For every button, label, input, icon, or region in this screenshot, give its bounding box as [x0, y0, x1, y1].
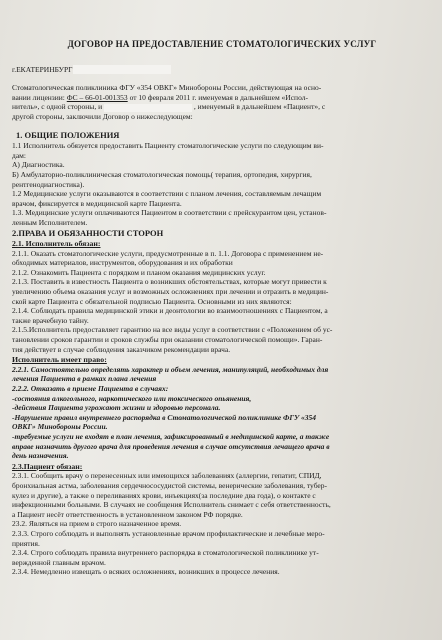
clause-2-1-1: 2.1.1. Оказать стоматологические услуги, предусмотренные в п. 1.1. Договора с применением не- [12, 248, 324, 258]
preamble-line-4: другой стороны, заключили Договор о нижеследующем: [12, 111, 193, 121]
clause-1-3-cont: ленным Исполнителем. [12, 217, 88, 227]
clause-1-1-b: Б) Амбулаторно-поликлиническая стоматологическая помощь( терапия, ортопедия, хирургия, [12, 169, 312, 179]
preamble-line-2 [12, 93, 432, 103]
clause-2-2-1: 2.2.1. Самостоятельно определять характер и объем лечения, манипуляций, необходимых для [12, 364, 329, 374]
city-date-row [12, 65, 432, 75]
clause-2-1-1-cont: обходимых материалов, инструментов, оборудования и их обработки [12, 258, 233, 268]
clause-2-3-2: 23.2. Являться на прием в строго назначенное время. [12, 519, 182, 529]
document-body [12, 40, 432, 577]
clause-1-2: 1.2 Медицинские услуги оказываются в соответствии с планом лечения, составляемым лечащим [12, 189, 322, 199]
clause-2-1-5: 2.1.5.Исполнитель предоставляет гарантию на все виды услуг в соответствии с «Положением об ус- [12, 325, 333, 335]
clause-2-3-1-cont2: кулез и другие), а также о переливаниях крови, инъекциях(за последние два года), о контакте с [12, 490, 316, 500]
license-number: ФС – 66-01-001353 [66, 92, 128, 102]
clause-2-3-1-cont1: бронхиальная астма, заболевания сердечнососудистой системы, венерические заболевания, тубер- [12, 480, 327, 490]
redacted-area [73, 65, 171, 74]
clause-2-1-5-cont1: тановлении сроков гарантии и сроков службы при оказании стоматологической помощи». Гаран- [12, 335, 323, 345]
preamble-patient: , именуемый в дальнейшем «Пациент», с [193, 102, 326, 112]
clause-2-2-2-d-cont1: вправе назначить другого врача для проведения лечения в случае отсутствия лечащего врача в [12, 441, 330, 451]
clause-2-2-2-a: -состояния алкогольного, наркотического или токсического опьянения, [12, 393, 252, 403]
clause-1-1: 1.1 Исполнитель обязуется предоставить Пациенту стоматологические услуги по следующим ви- [12, 141, 324, 151]
subsection-2-3: 2.3.Пациент обязан: [12, 461, 83, 471]
clause-1-1-cont: дам: [12, 150, 26, 160]
section-2-heading: 2.ПРАВА И ОБЯЗАННОСТИ СТОРОН [12, 227, 164, 238]
preamble [12, 83, 432, 121]
clause-2-2-2-c-cont: ОВКГ» Минобороны России. [12, 422, 108, 432]
preamble-line-3 [12, 102, 432, 112]
subsection-2-1: 2.1. Исполнитель обязан: [12, 239, 101, 249]
contract-sections [12, 131, 432, 577]
clause-2-3-4: 2.3.4. Строго соблюдать правила внутреннего распорядка в стоматологической поликлинике ут- [12, 548, 319, 558]
clause-2-1-4: 2.1.4. Соблюдать правила медицинской этики и деонтологии во взаимоотношениях с Пациентом, а [12, 306, 328, 316]
section-1-heading: 1. ОБЩИЕ ПОЛОЖЕНИЯ [16, 129, 120, 140]
clause-2-2-2-d-cont2: день назначения. [12, 451, 69, 461]
clause-2-3-1-cont4: а Пациент несёт ответственность в установленном законом РФ порядке. [12, 509, 243, 519]
clause-2-1-3: 2.1.3. Поставить в известность Пациента о возникших обстоятельствах, которые могут привести к [12, 277, 327, 287]
clause-2-1-3-cont1: увеличению объема оказания услуг и возможных осложнениях при лечении и отразить в медицин- [12, 287, 329, 297]
clause-1-1-b-cont: рентгенодиагностика). [12, 179, 85, 189]
clause-2-2-2: 2.2.2. Отказать в приеме Пациента в случаях: [12, 384, 169, 393]
clause-2-3-1: 2.3.1. Сообщить врачу о перенесенных или имеющихся заболеваниях (аллергии, гепатит, СПИД, [12, 471, 322, 481]
patient-name-redacted [104, 104, 192, 112]
license-label: вании лицензии: [12, 92, 65, 102]
subsection-2-2: Исполнитель имеет право: [12, 355, 107, 365]
clause-2-1-2: 2.1.2. Ознакомить Пациента с порядком и планом оказания медицинских услуг. [12, 267, 266, 277]
clause-2-3-3: 2.3.3. Строго соблюдать и выполнять установленные врачом профилактические и лечебные меро- [12, 528, 325, 538]
clause-2-1-4-cont: также врачебную тайну. [12, 315, 89, 325]
clause-1-3: 1.3. Медицинские услуги оплачиваются Пациентом в соответствии с прейскурантом цен, установ- [12, 208, 327, 218]
clause-2-2-2-b: -действия Пациента угрожают жизни и здоровью персонала. [12, 403, 221, 413]
clause-2-1-5-cont2: тия действует в случае соблюдения заказчиком рекомендации врача. [12, 344, 231, 354]
license-date: от 10 февраля 2011 г. именуемая в дальнейшем «Испол- [129, 92, 308, 102]
clause-2-1-3-cont2: ской карте Пациента с обязательной подписью Пациента. Основными из них являются: [12, 296, 292, 306]
clause-2-2-1-cont: лечения Пациента в рамках плана лечения [12, 374, 157, 384]
clause-2-2-2-c: -Нарушение правил внутреннего распорядка в Стоматологической поликлинике ФГУ «354 [12, 412, 317, 422]
clause-1-1-a: А) Диагностика. [12, 160, 65, 170]
clause-2-3-4-cont: вержденной главным врачом. [12, 557, 106, 567]
city-label: г.ЕКАТЕРИНБУРГ [12, 64, 73, 74]
clause-2-3-5: 2.3.4. Немедленно извещать о всяких осложнениях, возникших в процессе лечения. [12, 567, 280, 577]
preamble-executor: нитель», с одной стороны, и [12, 102, 103, 112]
clause-1-2-cont: врачом, фиксируется в медицинской карте Пациента. [12, 198, 182, 208]
clause-2-2-2-d: -требуемые услуги не входят в план лечения, зафиксированный в медицинской карте, а также [12, 431, 330, 441]
clause-2-3-3-cont: приятия. [12, 538, 40, 548]
clause-2-3-1-cont3: инфекционными больными. В случаях не сообщения Исполнитель снимает с себя ответственность, [12, 500, 331, 510]
preamble-line-1: Стоматологическая поликлиника ФГУ «354 ОВКГ» Минобороны России, действующая на осно- [12, 83, 322, 93]
document-title: ДОГОВОР НА ПРЕДОСТАВЛЕНИЕ СТОМАТОЛОГИЧЕСКИХ УСЛУГ [67, 39, 377, 49]
